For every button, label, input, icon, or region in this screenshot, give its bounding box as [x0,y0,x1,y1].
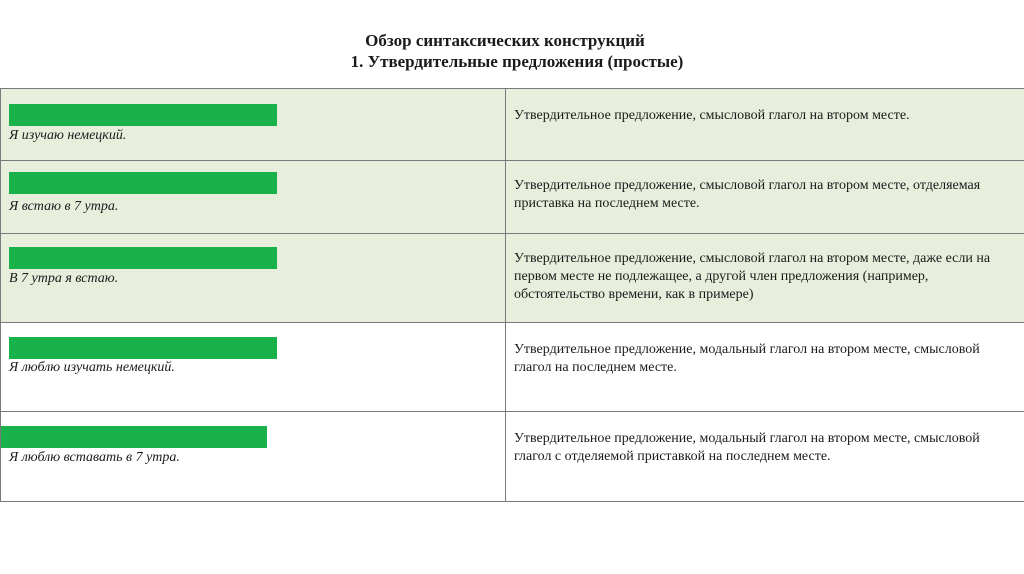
example-cell [1,89,506,161]
example-text: Я встаю в 7 утра. [9,199,119,214]
description-cell: Утвердительное предложение, смысловой глагол на втором месте, даже если на первом месте не подлежащее, а другой член предложения (например, обстоятельство времени, как в примере) [506,234,1024,323]
syntax-table [0,88,1024,502]
example-text: Я изучаю немецкий. [9,128,127,143]
redacted-bar [9,337,277,359]
example-cell [1,161,506,234]
redacted-bar [1,426,267,448]
example-text: Я люблю вставать в 7 утра. [9,450,180,465]
title-line-2: 1. Утвердительные предложения (простые) [350,52,684,71]
redacted-bar [9,172,277,194]
table-row [1,161,1024,234]
redacted-bar [9,247,277,269]
example-cell [1,412,506,502]
title-line-1: Обзор синтаксических конструкций [365,31,645,50]
example-cell [1,323,506,412]
redacted-bar [9,104,277,126]
example-cell [1,234,506,323]
example-text: В 7 утра я встаю. [9,271,119,286]
description-cell: Утвердительное предложение, смысловой глагол на втором месте. [506,89,1024,161]
table-row [1,234,1024,323]
example-text: Я люблю изучать немецкий. [9,360,175,375]
table-row [1,412,1024,502]
description-cell: Утвердительное предложение, смысловой глагол на втором месте, отделяемая приставка на последнем месте. [506,161,1024,234]
description-cell: Утвердительное предложение, модальный глагол на втором месте, смысловой глагол с отделяемой приставкой на последнем месте. [506,412,1024,502]
page-title [0,30,1024,72]
description-cell: Утвердительное предложение, модальный глагол на втором месте, смысловой глагол на последнем месте. [506,323,1024,412]
table-row [1,323,1024,412]
table-row [1,89,1024,161]
